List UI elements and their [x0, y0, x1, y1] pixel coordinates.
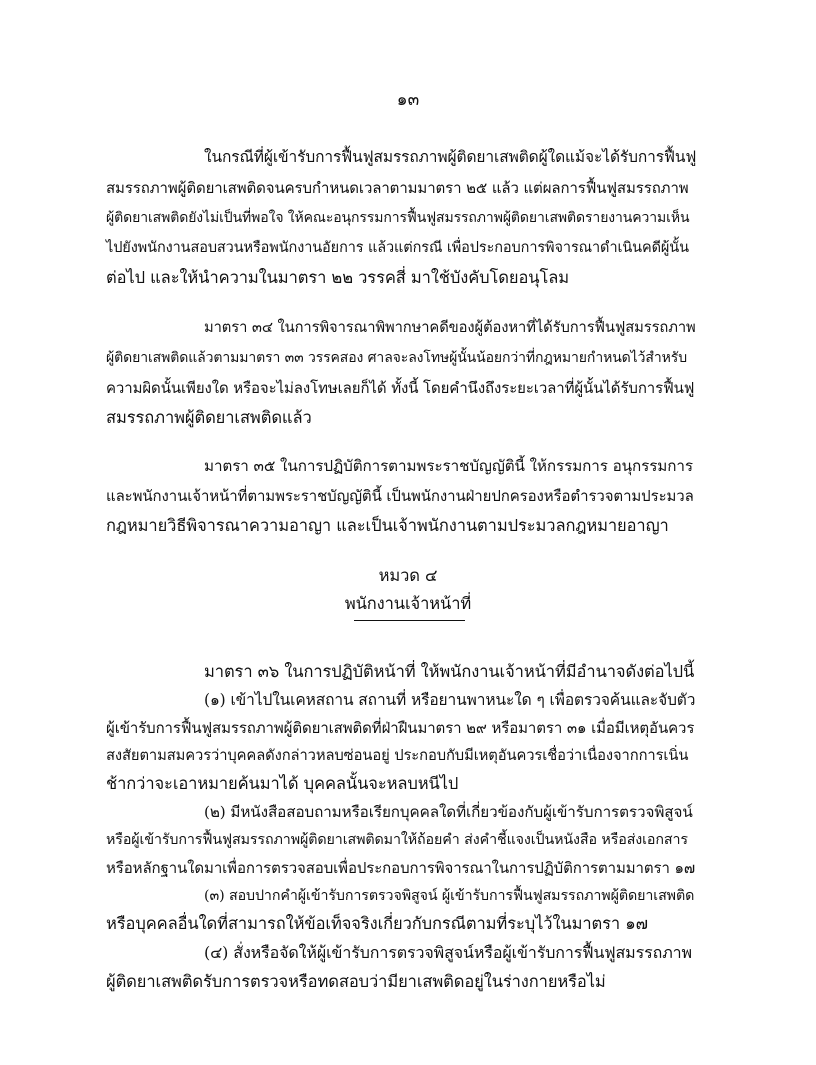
section-36-item-3-line-1: (๓) สอบปากคำผู้เข้ารับการตรวจพิสูจน์ ผู้เข้ารับการฟื้นฟูสมรรถภาพผู้ติดยาเสพติด: [204, 888, 695, 904]
chapter-number: หมวด ๔: [378, 566, 438, 585]
page-number: ๑๓: [396, 90, 420, 110]
section-36-item-2-line-1: (๒) มีหนังสือสอบถามหรือเรียกบุคคลใดที่เกี่ยวข้องกับผู้เข้ารับการตรวจพิสูจน์: [204, 803, 693, 821]
chapter-title: พนักงานเจ้าหน้าที่: [344, 594, 472, 613]
section-36-item-2-line-2: หรือผู้เข้ารับการฟื้นฟูสมรรถภาพผู้ติดยาเสพติดมาให้ถ้อยคำ ส่งคำชี้แจงเป็นหนังสือ หรือส่งเอกสาร: [106, 832, 688, 848]
section-34-line-4: สมรรถภาพผู้ติดยาเสพติดแล้ว: [106, 408, 312, 427]
section-36-item-4-line-1: (๔) สั่งหรือจัดให้ผู้เข้ารับการตรวจพิสูจน์หรือผู้เข้ารับการฟื้นฟูสมรรถภาพ: [204, 943, 692, 962]
section-35-line-2: และพนักงานเจ้าหน้าที่ตามพระราชบัญญัตินี้ เป็นพนักงานฝ่ายปกครองหรือตำรวจตามประมวล: [106, 487, 694, 505]
section-36-item-1-line-2: ผู้เข้ารับการฟื้นฟูสมรรถภาพผู้ติดยาเสพติดที่ฝ่าฝืนมาตรา ๒๙ หรือมาตรา ๓๑ เมื่อมีเหตุอันควร: [106, 719, 695, 737]
para1-line-5: ต่อไป และให้นำความในมาตรา ๒๒ วรรคสี่ มาใช้บังคับโดยอนุโลม: [106, 268, 570, 287]
section-36-item-1-line-4: ช้ากว่าจะเอาหมายค้นมาได้ บุคคลนั้นจะหลบหนีไป: [106, 774, 459, 793]
section-36-item-3-line-2: หรือบุคคลอื่นใดที่สามารถให้ข้อเท็จจริงเกี่ยวกับกรณีตามที่ระบุไว้ในมาตรา ๑๗: [106, 914, 648, 933]
section-36-item-4-line-2: ผู้ติดยาเสพติดรับการตรวจหรือทดสอบว่ามียาเสพติดอยู่ในร่างกายหรือไม่: [106, 972, 606, 991]
heading-underline: [354, 620, 465, 621]
section-36-item-1-line-1: (๑) เข้าไปในเคหสถาน สถานที่ หรือยานพาหนะใด ๆ เพื่อตรวจค้นและจับตัว: [204, 691, 696, 709]
section-34-line-1: มาตรา ๓๔ ในการพิจารณาพิพากษาคดีของผู้ต้องหาที่ได้รับการฟื้นฟูสมรรถภาพ: [204, 319, 696, 336]
section-36-item-1-line-3: สงสัยตามสมควรว่าบุคคลดังกล่าวหลบซ่อนอยู่ ประกอบกับมีเหตุอันควรเชื่อว่าเนื่องจากการเนิ่น: [106, 747, 689, 764]
section-35-line-1: มาตรา ๓๕ ในการปฏิบัติการตามพระราชบัญญัตินี้ ให้กรรมการ อนุกรรมการ: [204, 457, 693, 475]
para1-line-4: ไปยังพนักงานสอบสวนหรือพนักงานอัยการ แล้วแต่กรณี เพื่อประกอบการพิจารณาดำเนินคดีผู้นั้น: [106, 240, 689, 256]
para1-line-3: ผู้ติดยาเสพติดยังไม่เป็นที่พอใจ ให้คณะอนุกรรมการฟื้นฟูสมรรถภาพผู้ติดยาเสพติดรายงานความเห็น: [106, 210, 690, 226]
para1-line-2: สมรรถภาพผู้ติดยาเสพติดจนครบกำหนดเวลาตามมาตรา ๒๕ แล้ว แต่ผลการฟื้นฟูสมรรถภาพ: [106, 179, 689, 197]
section-34-line-2: ผู้ติดยาเสพติดแล้วตามมาตรา ๓๓ วรรคสอง ศาลจะลงโทษผู้นั้นน้อยกว่าที่กฎหมายกำหนดไว้สำหรับ: [106, 350, 688, 366]
section-35-line-3: กฎหมายวิธีพิจารณาความอาญา และเป็นเจ้าพนักงานตามประมวลกฎหมายอาญา: [106, 516, 669, 535]
para1-line-1: ในกรณีที่ผู้เข้ารับการฟื้นฟูสมรรถภาพผู้ติดยาเสพติดผู้ใดแม้จะได้รับการฟื้นฟู: [204, 148, 697, 166]
section-36-line-1: มาตรา ๓๖ ในการปฏิบัติหน้าที่ ให้พนักงานเจ้าหน้าที่มีอำนาจดังต่อไปนี้: [204, 662, 695, 681]
section-34-line-3: ความผิดนั้นเพียงใด หรือจะไม่ลงโทษเลยก็ได้ ทั้งนี้ โดยคำนึงถึงระยะเวลาที่ผู้นั้นได้รับการฟื้นฟู: [106, 379, 695, 397]
section-36-item-2-line-3: หรือหลักฐานใดมาเพื่อการตรวจสอบเพื่อประกอบการพิจารณาในการปฏิบัติการตามมาตรา ๑๗: [106, 859, 696, 877]
